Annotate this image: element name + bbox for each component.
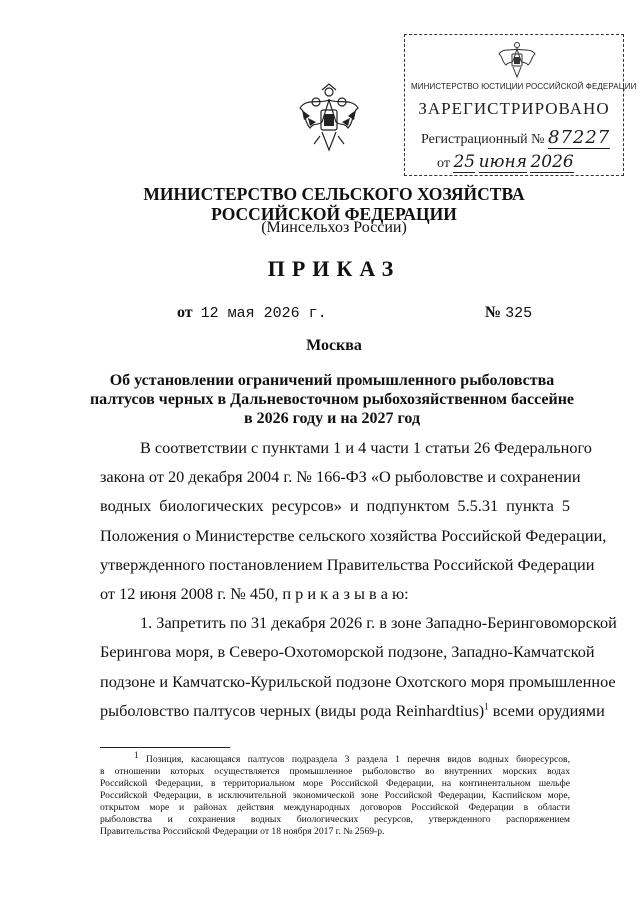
paragraph-line: 1. Запретить по 31 декабря 2026 г. в зоне Западно-Беринговоморской (140, 613, 617, 633)
ministry-name-line1: МИНИСТЕРСТВО СЕЛЬСКОГО ХОЗЯЙСТВА (143, 184, 525, 204)
stamp-date-day: 25 (453, 152, 476, 172)
order-number-value: 325 (505, 305, 533, 322)
order-date (177, 304, 327, 322)
footnote-line: рыболовства и сохранения водных биологических ресурсов, утвержденного распоряжением (100, 814, 570, 825)
footnote-line: Правительства Российской Федерации от 18 ноября 2017 г. № 2569-р. (100, 826, 385, 837)
stamp-coat-of-arms-icon (497, 39, 537, 79)
stamp-registered-label: ЗАРЕГИСТРИРОВАНО (418, 99, 610, 118)
stamp-registration-date (437, 152, 574, 173)
document-type-title: ПРИКАЗ (267, 256, 401, 281)
stamp-date-month: июня (478, 152, 527, 172)
ministry-short-name: (Минсельхоз России) (261, 219, 407, 236)
paragraph-line-tail: всеми орудиями (488, 700, 605, 720)
order-heading-line1: Об установлении ограничений промышленного рыболовства (109, 372, 555, 389)
footnote-line: Российской Федерации, в исключительной экономической зоне Российской Федерации, Каспийском море, (100, 790, 570, 801)
stamp-reg-number-handwritten: 87227 (548, 127, 611, 148)
stamp-date-year: 2026 (530, 152, 574, 172)
paragraph-line: от 12 июня 2008 г. № 450, п р и к а з ы в а ю: (100, 584, 409, 603)
footnote-marker: 1 (134, 749, 139, 760)
stamp-registration-number (421, 127, 610, 149)
paragraph-line: закона от 20 декабря 2004 г. № 166-ФЗ «О рыболовстве и сохранении (100, 467, 581, 487)
footnote-reference[interactable]: 1 (484, 701, 489, 712)
paragraph-line-text: рыболовство палтусов черных (виды рода Reinhardtius) (100, 700, 485, 720)
footnote-line-text: Позиция, касающаяся палтусов подраздела 3 раздела 1 перечня видов водных биоресурсов, (145, 754, 570, 765)
order-city: Москва (306, 337, 362, 354)
order-heading-line2: палтусов черных в Дальневосточном рыбохозяйственном бассейне (89, 391, 575, 408)
order-date-label: от (177, 304, 193, 321)
order-number (485, 304, 532, 322)
footnote-line: открытом море и районах действия международных договоров Российской Федерации в области (100, 802, 570, 813)
stamp-ministry-name: МИНИСТЕРСТВО ЮСТИЦИИ РОССИЙСКОЙ ФЕДЕРАЦИИ (411, 82, 637, 91)
order-heading-line3: в 2026 году и на 2027 год (243, 410, 421, 427)
paragraph-line: В соответствии с пунктами 1 и 4 части 1 статьи 26 Федерального (140, 438, 592, 457)
registration-stamp (404, 34, 637, 176)
stamp-date-label: от (437, 156, 450, 171)
coat-of-arms-icon (296, 82, 362, 154)
order-date-value: 12 мая 2026 г. (200, 305, 327, 322)
stamp-reg-label: Регистрационный № (421, 132, 545, 147)
paragraph-line: Положения о Министерстве сельского хозяйства Российской Федерации, (100, 525, 607, 545)
footnote-line (134, 749, 570, 766)
footnote-divider (100, 747, 230, 748)
paragraph-line-with-footnote (100, 700, 605, 721)
paragraph-line: Берингова моря, в Северо-Охотоморской подзоне, Западно-Камчатской (100, 642, 595, 662)
footnote-line: в отношении которых осуществляется промышленное рыболовство во внутренних морских водах (100, 766, 570, 777)
paragraph-line: подзоне и Камчатско-Курильской подзоне Охотского моря промышленное (100, 671, 616, 691)
paragraph-line: утвержденного постановлением Правительства Российской Федерации (100, 554, 595, 574)
order-number-label: № (485, 304, 502, 321)
footnote-line: Российской Федерации, в территориальном море Российской Федерации, на континентальном шельфе (100, 778, 570, 789)
paragraph-line: водных биологических ресурсов» и подпунктом 5.5.31 пункта 5 (100, 496, 570, 516)
ministry-name-line2: РОССИЙСКОЙ ФЕДЕРАЦИИ (211, 204, 457, 224)
